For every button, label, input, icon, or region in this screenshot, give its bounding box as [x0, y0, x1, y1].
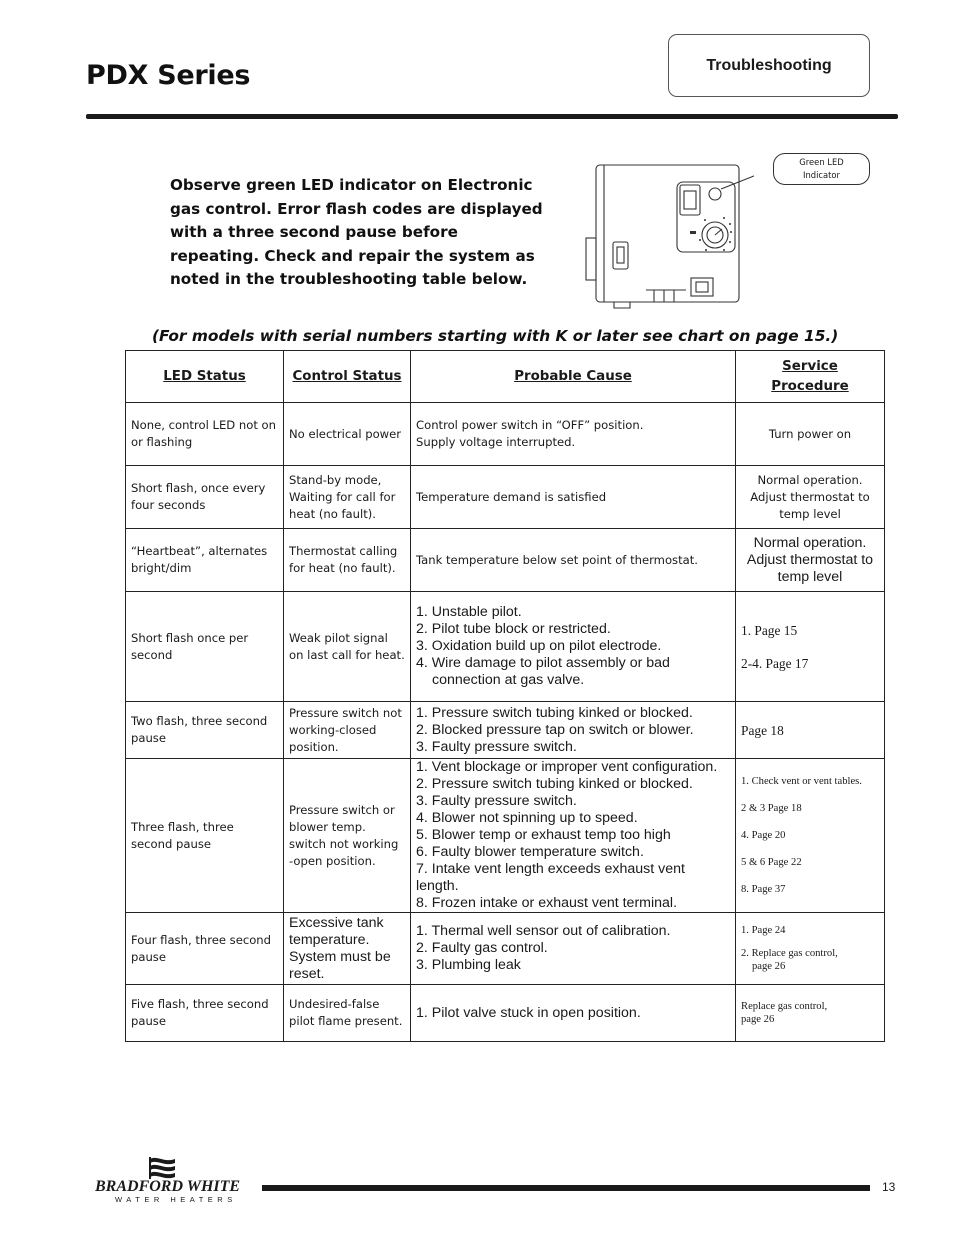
header-service-procedure	[736, 351, 885, 403]
control-status-cell: Pressure switch or blower temp. switch not working -open position.	[284, 759, 411, 913]
service-procedure-cell	[736, 403, 885, 466]
service-line: temp level	[779, 506, 841, 521]
led-status-cell: Five flash, three second pause	[126, 985, 284, 1042]
led-status-cell: Short flash, once every four seconds	[126, 466, 284, 529]
table-row	[126, 403, 885, 466]
header-service-line-1: Service	[782, 358, 838, 374]
section-label-text: Troubleshooting	[706, 57, 832, 74]
control-status-cell: Undesired-false pilot flame present.	[284, 985, 411, 1042]
probable-cause-cell	[411, 466, 736, 529]
header-led-status: LED Status	[126, 351, 284, 403]
probable-cause-cell	[411, 759, 736, 913]
service-line: Adjust thermostat to	[750, 489, 870, 504]
cause-line: 3. Faulty pressure switch.	[416, 738, 577, 755]
service-line: page 26	[741, 1014, 775, 1025]
cause-line: 4. Wire damage to pilot assembly or bad	[416, 655, 670, 671]
control-status-cell: No electrical power	[284, 403, 411, 466]
cause-line: 1. Unstable pilot.	[416, 604, 522, 620]
probable-cause-cell	[411, 403, 736, 466]
service-line: 1. Page 24	[741, 925, 786, 936]
cause-line: 7. Intake vent length exceeds exhaust vent length.	[416, 861, 685, 894]
control-status-cell: Excessive tank temperature. System must be reset.	[284, 913, 411, 985]
callout-line-1: Green LED	[799, 157, 844, 167]
bradford-white-logo	[95, 1155, 260, 1205]
table-row	[126, 759, 885, 913]
section-label	[668, 34, 870, 97]
cause-line: 1. Pressure switch tubing kinked or blocked.	[416, 704, 693, 721]
probable-cause-cell	[411, 702, 736, 759]
cause-line: Tank temperature below set point of thermostat.	[416, 552, 698, 567]
cause-line: 3. Faulty pressure switch.	[416, 793, 577, 809]
header-rule	[86, 114, 898, 119]
serial-number-note: (For models with serial numbers starting with K or later see chart on page 15.)	[152, 327, 839, 345]
control-status-cell: Thermostat calling for heat (no fault).	[284, 529, 411, 592]
series-title: PDX Series	[86, 60, 251, 91]
service-procedure-cell	[736, 592, 885, 702]
service-line: Page 18	[741, 722, 784, 738]
service-procedure-cell	[736, 985, 885, 1042]
table-row	[126, 702, 885, 759]
led-status-cell: Four flash, three second pause	[126, 913, 284, 985]
cause-line: 6. Faulty blower temperature switch.	[416, 844, 644, 860]
led-status-cell: Short flash once per second	[126, 592, 284, 702]
header-service-line-2: Procedure	[771, 378, 849, 394]
cause-line: 4. Blower not spinning up to speed.	[416, 810, 638, 826]
service-line: 1. Check vent or vent tables.	[741, 776, 862, 787]
header-probable-cause: Probable Cause	[411, 351, 736, 403]
cause-line: 2. Faulty gas control.	[416, 940, 548, 956]
service-procedure-cell	[736, 702, 885, 759]
service-line: 4. Page 20	[741, 830, 786, 841]
service-procedure-cell	[736, 466, 885, 529]
led-status-cell: None, control LED not on or flashing	[126, 403, 284, 466]
probable-cause-cell	[411, 592, 736, 702]
cause-line: 2. Pressure switch tubing kinked or blocked.	[416, 776, 693, 792]
led-status-cell: Three flash, three second pause	[126, 759, 284, 913]
control-status-cell: Stand-by mode, Waiting for call for heat (no fault).	[284, 466, 411, 529]
cause-line: Control power switch in “OFF” position.	[416, 418, 644, 432]
cause-line: 5. Blower temp or exhaust temp too high	[416, 827, 671, 843]
gas-control-diagram	[584, 160, 754, 310]
service-line: Turn power on	[768, 426, 852, 441]
led-status-cell: Two flash, three second pause	[126, 702, 284, 759]
service-line: 2. Replace gas control,	[741, 948, 838, 959]
cause-line: 1. Vent blockage or improper vent configuration.	[416, 759, 718, 775]
table-row	[126, 529, 885, 592]
led-status-cell: “Heartbeat”, alternates bright/dim	[126, 529, 284, 592]
green-led-callout	[773, 153, 870, 185]
service-line: page 26	[752, 961, 786, 972]
cause-line: 2. Blocked pressure tap on switch or blower.	[416, 721, 694, 738]
service-procedure-cell	[736, 759, 885, 913]
cause-line: 1. Pilot valve stuck in open position.	[416, 1004, 641, 1021]
cause-line: 8. Frozen intake or exhaust vent terminal.	[416, 895, 678, 911]
cause-line: 2. Pilot tube block or restricted.	[416, 621, 611, 637]
control-status-cell: Weak pilot signal on last call for heat.	[284, 592, 411, 702]
service-line: Normal operation.	[753, 534, 867, 551]
probable-cause-cell	[411, 985, 736, 1042]
brand-name: BRADFORD WHITE	[95, 1178, 241, 1195]
flag-icon	[149, 1157, 175, 1179]
cause-line: connection at gas valve.	[432, 672, 585, 688]
service-line: 2-4. Page 17	[741, 655, 809, 671]
control-status-cell: Pressure switch not working-closed position.	[284, 702, 411, 759]
brand-subtitle: WATER HEATERS	[115, 1195, 237, 1204]
service-line: Normal operation.	[757, 472, 863, 487]
footer-rule	[262, 1185, 870, 1191]
service-procedure-cell	[736, 529, 885, 592]
service-procedure-cell	[736, 913, 885, 985]
cause-line: Temperature demand is satisfied	[416, 489, 607, 504]
probable-cause-cell	[411, 913, 736, 985]
service-line: Adjust thermostat to	[746, 551, 874, 568]
table-header-row	[126, 351, 885, 403]
service-line: temp level	[777, 568, 843, 585]
service-line: Replace gas control,	[741, 1001, 828, 1012]
cause-line: 3. Plumbing leak	[416, 957, 521, 973]
table-row	[126, 592, 885, 702]
table-row	[126, 913, 885, 985]
service-line: 1. Page 15	[741, 622, 798, 638]
cause-line: Supply voltage interrupted.	[416, 435, 576, 449]
service-line: 2 & 3 Page 18	[741, 803, 802, 814]
probable-cause-cell	[411, 529, 736, 592]
cause-line: 1. Thermal well sensor out of calibration.	[416, 923, 671, 939]
table-row	[126, 985, 885, 1042]
cause-line: 3. Oxidation build up on pilot electrode.	[416, 638, 662, 654]
table-row	[126, 466, 885, 529]
page-number: 13	[882, 1180, 896, 1194]
service-line: 5 & 6 Page 22	[741, 857, 802, 868]
callout-line-2: Indicator	[802, 169, 840, 180]
troubleshooting-table	[125, 350, 885, 1042]
intro-paragraph: Observe green LED indicator on Electronic gas control. Error flash codes are displayed with a three second pause before repeating. Check and repair the system as noted in the troubleshooting table below.	[170, 176, 543, 288]
service-line: 8. Page 37	[741, 884, 786, 895]
header-control-status: Control Status	[284, 351, 411, 403]
